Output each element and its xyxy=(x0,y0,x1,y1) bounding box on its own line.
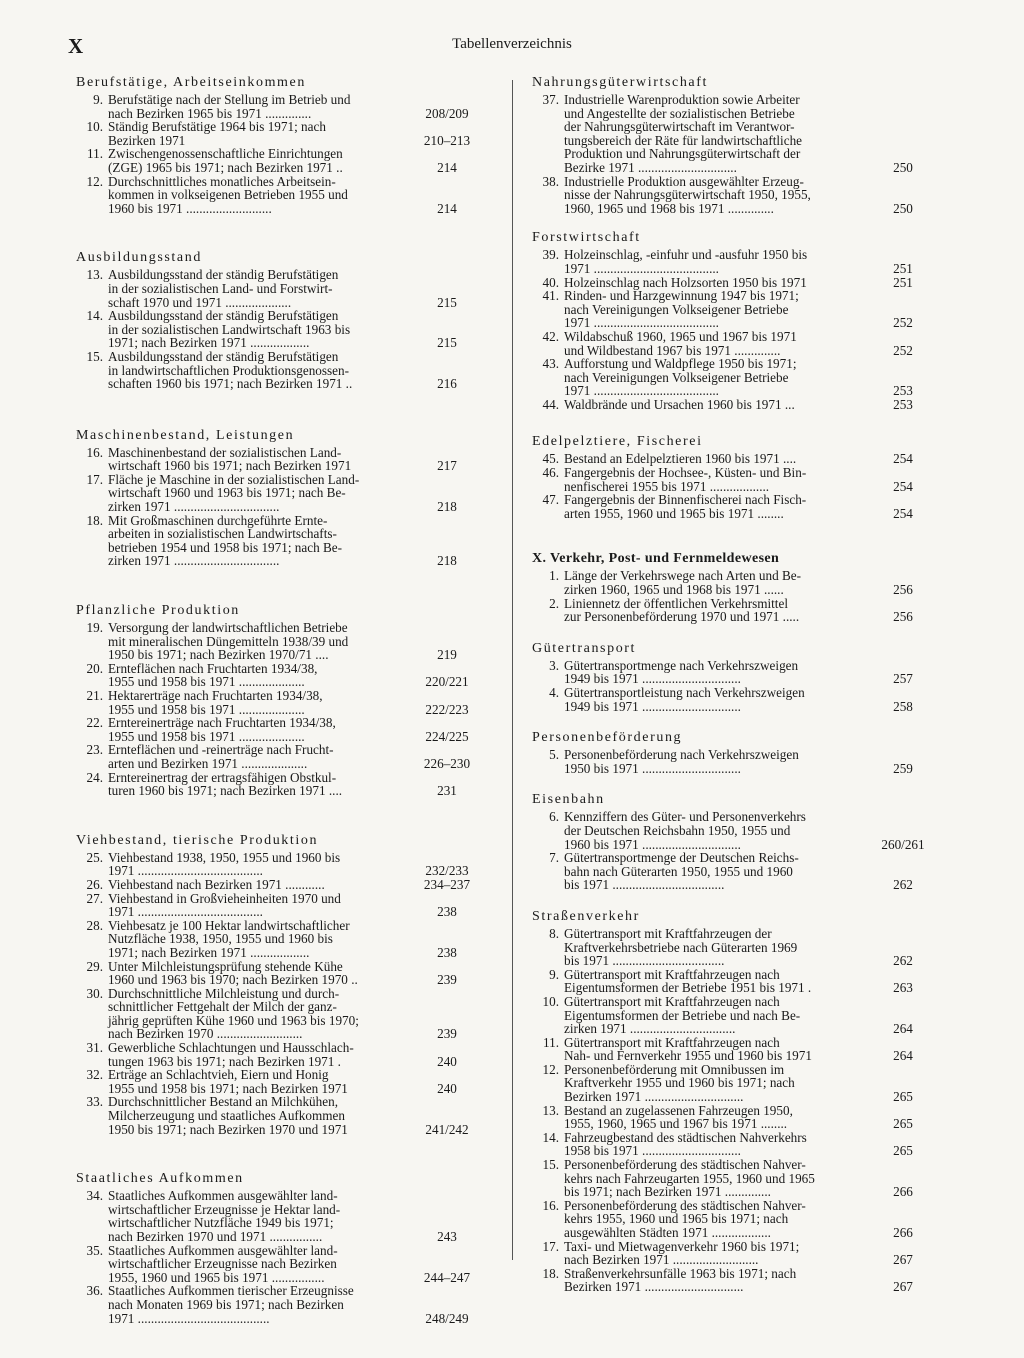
entry-number: 38. xyxy=(542,173,559,189)
section-title: Eisenbahn xyxy=(532,792,605,808)
toc-entry xyxy=(74,514,484,568)
entry-number: 2. xyxy=(549,595,559,611)
entry-page: 216 xyxy=(437,376,457,392)
toc-entry xyxy=(530,330,940,357)
entry-title: Ernteflächen nach Fruchtarten 1934/38, 1955 und 1958 bis 1971 .................... xyxy=(108,660,318,690)
entry-title: Waldbrände und Ursachen 1960 bis 1971 ... xyxy=(564,396,795,412)
toc-entry xyxy=(74,743,484,770)
toc-entry xyxy=(74,878,484,892)
entry-number: 42. xyxy=(542,328,559,344)
toc-entry xyxy=(530,493,940,520)
entry-page: 254 xyxy=(893,478,913,494)
entry-page: 265 xyxy=(893,1089,913,1105)
entry-title: Rinden- und Harzgewinnung 1947 bis 1971; nach Vereinigungen Volkseigener Betriebe 1971 ...................................... xyxy=(564,288,799,331)
entry-number: 9. xyxy=(549,966,559,982)
entry-number: 17. xyxy=(86,471,103,487)
section-title: Viehbestand, tierische Produktion xyxy=(76,832,319,848)
entry-page: 264 xyxy=(893,1048,913,1064)
toc-entry xyxy=(530,1131,940,1158)
section-title: Edelpelztiere, Fischerei xyxy=(532,434,703,450)
entry-title: Durchschnittlicher Bestand an Milchkühen, Milcherzeugung und staatliches Aufkommen 1950 bis 1971; nach Bezirken 1970 und 1971 xyxy=(108,1094,348,1137)
toc-section xyxy=(530,74,940,215)
entry-title: Fahrzeugbestand des städtischen Nahverkehrs 1958 bis 1971 .............................. xyxy=(564,1129,807,1159)
entry-page: 260/261 xyxy=(881,836,925,852)
entry-number: 43. xyxy=(542,356,559,372)
entry-title: Straßenverkehrsunfälle 1963 bis 1971; nach Bezirken 1971 .............................. xyxy=(564,1265,797,1295)
toc-section xyxy=(74,602,484,798)
toc-entry xyxy=(530,175,940,216)
entry-number: 41. xyxy=(542,288,559,304)
toc-entry xyxy=(74,175,484,216)
toc-entry xyxy=(74,147,484,174)
toc-entry xyxy=(530,810,940,851)
entry-title: Viehbesatz je 100 Hektar landwirtschaftlicher Nutzfläche 1938, 1950, 1955 und 1960 bis 1971; nach Bezirken 1971 .................. xyxy=(108,917,350,960)
toc-entry xyxy=(74,309,484,350)
entry-title: Erträge an Schlachtvieh, Eiern und Honig 1955 und 1958 bis 1971; nach Bezirken 1971 xyxy=(108,1067,348,1096)
toc-entry xyxy=(74,1244,484,1285)
entry-page: 239 xyxy=(437,972,457,988)
entry-title: Holzeinschlag nach Holzsorten 1950 bis 1971 xyxy=(564,274,807,290)
entry-page: 251 xyxy=(893,274,913,290)
entry-number: 21. xyxy=(86,688,103,703)
entry-title: Personenbeförderung des städtischen Nahver- kehrs 1955, 1960 und 1965 bis 1971; nach ausgewählten Städten 1971 .................. xyxy=(564,1197,806,1240)
entry-number: 45. xyxy=(542,451,559,467)
entry-number: 11. xyxy=(87,146,103,162)
entry-number: 18. xyxy=(86,512,103,528)
entry-number: 20. xyxy=(86,660,103,676)
toc-entry xyxy=(530,748,940,775)
entry-page: 215 xyxy=(437,294,457,310)
entry-page: 215 xyxy=(437,335,457,351)
entry-title: Staatliches Aufkommen ausgewählter land- wirtschaftlicher Erzeugnisse je Hektar land- wirtschaftlicher Nutzfläche 1949 bis 1971; nach Bezirken 1970 und 1971 ................ xyxy=(108,1188,341,1244)
toc-entry xyxy=(530,597,940,624)
toc-entry xyxy=(74,851,484,878)
entry-page: 240 xyxy=(437,1053,457,1069)
page-title: Tabellenverzeichnis xyxy=(452,36,572,52)
entry-page: 218 xyxy=(437,553,457,569)
entry-page: 224/225 xyxy=(425,728,469,744)
section-title: Nahrungsgüterwirtschaft xyxy=(532,75,708,90)
toc-entry xyxy=(74,1284,484,1325)
entry-page: 266 xyxy=(893,1225,913,1240)
entry-page: 222/223 xyxy=(425,701,469,717)
page-number: X xyxy=(68,34,85,58)
entry-number: 16. xyxy=(86,444,103,460)
entry-title: Erntereinerträge nach Fruchtarten 1934/38, 1955 und 1958 bis 1971 .................... xyxy=(108,715,336,744)
entry-number: 33. xyxy=(86,1094,103,1110)
entry-page: 253 xyxy=(893,396,913,412)
entry-title: Gütertransport mit Kraftfahrzeugen der Kraftverkehrsbetriebe nach Güterarten 1969 bis 1971 .................................. xyxy=(564,925,798,969)
entry-title: Staatliches Aufkommen tierischer Erzeugnisse nach Monaten 1969 bis 1971; nach Bezirken 1971 ........................................ xyxy=(108,1283,354,1326)
entry-page: 214 xyxy=(437,200,457,216)
toc-section xyxy=(530,550,940,623)
entry-page: 267 xyxy=(893,1252,913,1268)
entry-title: Fangergebnis der Binnenfischerei nach Fisch- arten 1955, 1960 und 1965 bis 1971 ........ xyxy=(564,492,807,521)
toc-section xyxy=(530,729,940,775)
toc-entry xyxy=(74,1041,484,1068)
entry-number: 12. xyxy=(542,1061,559,1077)
entry-page: 243 xyxy=(437,1229,457,1244)
entry-page: 239 xyxy=(437,1026,457,1042)
entry-title: Industrielle Warenproduktion sowie Arbeiter und Angestellte der sozialistischen Betriebe der Nahrungsgüterwirtschaft im Verantwor- tungsbereich der Räte für landwirtschaftliche Produktion und Nahrungsgüterwirtschaft der Bezirke 1971 .............................. xyxy=(564,92,803,175)
entry-number: 24. xyxy=(86,769,103,785)
toc-entry xyxy=(74,689,484,716)
toc-section xyxy=(530,640,940,713)
entry-number: 32. xyxy=(86,1067,103,1083)
entry-number: 40. xyxy=(542,274,559,290)
entry-title: Fangergebnis der Hochsee-, Küsten- und Bin- nenfischerei 1955 bis 1971 .................. xyxy=(564,465,807,494)
toc-section xyxy=(74,1170,484,1325)
entry-title: Personenbeförderung mit Omnibussen im Kraftverkehr 1955 und 1960 bis 1971; nach Bezirken 1971 .............................. xyxy=(564,1061,795,1105)
toc-entry xyxy=(530,851,940,892)
entry-title: Maschinenbestand der sozialistischen Land- wirtschaft 1960 bis 1971; nach Bezirken 1971 xyxy=(108,444,352,474)
entry-page: 218 xyxy=(437,499,457,515)
section-title: Staatliches Aufkommen xyxy=(76,1171,244,1187)
toc-entry xyxy=(74,771,484,798)
entry-number: 1. xyxy=(549,568,559,584)
entry-page: 262 xyxy=(893,877,913,893)
toc-entry xyxy=(74,446,484,473)
entry-page: 240 xyxy=(437,1080,457,1096)
entry-number: 14. xyxy=(86,308,103,324)
entry-title: Gütertransportleistung nach Verkehrszweigen 1949 bis 1971 .............................. xyxy=(564,685,805,714)
entry-number: 10. xyxy=(86,119,103,135)
entry-title: Viehbestand 1938, 1950, 1955 und 1960 bis 1971 ...................................... xyxy=(108,849,341,879)
entry-page: 256 xyxy=(893,582,913,598)
toc-entry xyxy=(74,1189,484,1243)
toc-entry xyxy=(74,987,484,1041)
toc-entry xyxy=(530,1240,940,1267)
toc-entry xyxy=(530,248,940,275)
entry-number: 29. xyxy=(86,958,103,974)
entry-number: 6. xyxy=(549,809,559,825)
entry-number: 13. xyxy=(86,267,103,283)
toc-entry xyxy=(530,968,940,995)
entry-page: 263 xyxy=(893,980,913,996)
toc-entry xyxy=(74,1068,484,1095)
entry-page: 259 xyxy=(893,760,913,776)
toc-entry xyxy=(530,289,940,330)
entry-title: Viehbestand nach Bezirken 1971 ............ xyxy=(108,876,325,892)
entry-number: 23. xyxy=(86,742,103,758)
entry-page: 256 xyxy=(893,609,913,625)
section-title: Pflanzliche Produktion xyxy=(76,603,240,619)
entry-title: Berufstätige nach der Stellung im Betrieb und nach Bezirken 1965 bis 1971 .............. xyxy=(108,92,351,121)
entry-number: 30. xyxy=(86,985,103,1001)
toc-entry xyxy=(530,1063,940,1104)
entry-page: 208/209 xyxy=(425,105,469,121)
toc-entry xyxy=(74,120,484,147)
entry-title: Gütertransport mit Kraftfahrzeugen nach Eigentumsformen der Betriebe 1951 bis 1971 . xyxy=(564,966,812,996)
entry-title: Durchschnittliche Milchleistung und durch- schnittlicher Fettgehalt der Milch der ganz- jährig geprüften Kühe 1960 und 1963 bis 1970; nach Bezirken 1970 .......................... xyxy=(108,985,359,1042)
entry-page: 252 xyxy=(893,315,913,331)
entry-page: 262 xyxy=(893,953,913,969)
toc-entry xyxy=(530,466,940,493)
entry-number: 15. xyxy=(86,348,103,364)
entry-title: Hektarerträge nach Fruchtarten 1934/38, 1955 und 1958 bis 1971 .................... xyxy=(108,688,323,717)
entry-title: Ausbildungsstand der ständig Berufstätigen in landwirtschaftlichen Produktionsgenossen- schaften 1960 bis 1971; nach Bezirken 1971 .. xyxy=(108,348,353,392)
toc-entry xyxy=(74,919,484,960)
toc-section xyxy=(74,427,484,568)
entry-number: 7. xyxy=(549,850,559,866)
entry-number: 4. xyxy=(549,685,559,700)
entry-page: 266 xyxy=(893,1184,913,1200)
entry-page: 217 xyxy=(437,458,457,474)
entry-page: 258 xyxy=(893,698,913,714)
entry-page: 254 xyxy=(893,505,913,521)
entry-number: 27. xyxy=(86,890,103,906)
entry-number: 9. xyxy=(93,92,103,107)
toc-entry xyxy=(530,1158,940,1199)
toc-entry xyxy=(530,1199,940,1240)
entry-number: 47. xyxy=(542,492,559,508)
entry-page: 250 xyxy=(893,200,913,216)
toc-entry xyxy=(530,276,940,290)
toc-entry xyxy=(530,1104,940,1131)
left-column xyxy=(74,74,484,1325)
entry-title: Viehbestand in Großvieheinheiten 1970 und 1971 ...................................... xyxy=(108,890,341,920)
entry-title: Durchschnittliches monatliches Arbeitsein- kommen in volkseigenen Betrieben 1955 und 1960 bis 1971 .......................... xyxy=(108,173,348,216)
entry-number: 39. xyxy=(542,247,559,263)
entry-title: Taxi- und Mietwagenverkehr 1960 bis 1971; nach Bezirken 1971 .......................... xyxy=(564,1238,800,1268)
entry-page: 232/233 xyxy=(425,863,469,879)
entry-number: 28. xyxy=(86,917,103,933)
toc-section xyxy=(74,74,484,215)
entry-number: 17. xyxy=(542,1238,559,1254)
entry-page: 231 xyxy=(437,783,457,799)
entry-page: 250 xyxy=(893,159,913,175)
entry-page: 241/242 xyxy=(425,1121,469,1137)
toc-entry xyxy=(530,569,940,596)
section-title: Forstwirtschaft xyxy=(532,230,641,246)
entry-title: Versorgung der landwirtschaftlichen Betriebe mit mineralischen Düngemitteln 1938/39 und 1950 bis 1971; nach Bezirken 1970/71 .... xyxy=(108,620,349,663)
entry-number: 26. xyxy=(86,876,103,892)
entry-number: 25. xyxy=(86,849,103,865)
toc-entry xyxy=(74,93,484,120)
entry-title: Gütertransport mit Kraftfahrzeugen nach Nah- und Fernverkehr 1955 und 1960 bis 1971 xyxy=(564,1034,812,1064)
entry-page: 267 xyxy=(893,1279,913,1295)
toc-entry xyxy=(530,93,940,175)
column-divider xyxy=(512,80,513,1260)
entry-title: Zwischengenossenschaftliche Einrichtungen (ZGE) 1965 bis 1971; nach Bezirken 1971 .. xyxy=(108,146,343,175)
section-title: X. Verkehr, Post- und Fernmeldewesen xyxy=(532,551,780,567)
entry-number: 46. xyxy=(542,465,559,481)
entry-page: 253 xyxy=(893,383,913,399)
entry-number: 35. xyxy=(86,1242,103,1258)
entry-title: Gewerbliche Schlachtungen und Hausschlach- tungen 1963 bis 1971; nach Bezirken 1971 . xyxy=(108,1040,354,1069)
entry-number: 18. xyxy=(542,1265,559,1281)
entry-number: 44. xyxy=(542,396,559,412)
toc-section xyxy=(74,832,484,1136)
entry-number: 22. xyxy=(86,715,103,731)
entry-number: 14. xyxy=(542,1129,559,1145)
entry-title: Kennziffern des Güter- und Personenverkehrs der Deutschen Reichsbahn 1950, 1955 und 1960 bis 1971 .............................. xyxy=(564,809,806,852)
entry-number: 10. xyxy=(542,993,559,1009)
entry-page: 265 xyxy=(893,1116,913,1132)
entry-title: Personenbeförderung des städtischen Nahver- kehrs nach Fahrzeugarten 1955, 1960 und 1965 bis 1971; nach Bezirken 1971 .............. xyxy=(564,1157,815,1200)
entry-page: 257 xyxy=(893,671,913,687)
entry-title: Wildabschuß 1960, 1965 und 1967 bis 1971 und Wildbestand 1967 bis 1971 .............. xyxy=(564,328,797,358)
right-column xyxy=(530,74,940,1294)
entry-title: Liniennetz der öffentlichen Verkehrsmittel zur Personenbeförderung 1970 und 1971 ..... xyxy=(564,595,800,625)
toc-section xyxy=(530,433,940,520)
toc-entry xyxy=(530,686,940,713)
entry-number: 37. xyxy=(542,92,559,107)
entry-title: Holzeinschlag, -einfuhr und -ausfuhr 1950 bis 1971 ...................................... xyxy=(564,247,808,276)
toc-entry xyxy=(530,357,940,398)
entry-number: 36. xyxy=(86,1283,103,1299)
toc-entry xyxy=(530,659,940,686)
entry-title: Mit Großmaschinen durchgeführte Ernte- arbeiten in sozialistischen Landwirtschafts- betrieben 1954 und 1958 bis 1971; nach Be- zirken 1971 ................................ xyxy=(108,512,343,569)
entry-title: Ständig Berufstätige 1964 bis 1971; nach Bezirken 1971 xyxy=(108,119,326,148)
entry-page: 214 xyxy=(437,159,457,175)
entry-title: Gütertransport mit Kraftfahrzeugen nach Eigentumsformen der Betriebe und nach Be- zirken 1971 ................................ xyxy=(564,993,801,1037)
entry-number: 13. xyxy=(542,1102,559,1118)
toc-entry xyxy=(530,927,940,968)
toc-section xyxy=(530,791,940,892)
entry-page: 248/249 xyxy=(425,1310,469,1326)
section-title: Gütertransport xyxy=(532,640,637,656)
entry-title: Ernteflächen und -reinerträge nach Frucht- arten und Bezirken 1971 .................... xyxy=(108,742,334,771)
entry-number: 3. xyxy=(549,657,559,673)
section-title: Ausbildungsstand xyxy=(76,250,202,266)
toc-entry xyxy=(74,268,484,309)
entry-title: Staatliches Aufkommen ausgewählter land- wirtschaftlicher Erzeugnisse nach Bezirken 1955, 1960 und 1965 bis 1971 ................ xyxy=(108,1242,338,1285)
toc-entry xyxy=(74,1095,484,1136)
entry-number: 15. xyxy=(542,1157,559,1173)
entry-page: 244–247 xyxy=(423,1269,471,1285)
entry-title: Industrielle Produktion ausgewählter Erzeug- nisse der Nahrungsgüterwirtschaft 1950, 1955, 1960, 1965 und 1968 bis 1971 .............. xyxy=(564,173,811,216)
toc-entry xyxy=(74,473,484,514)
entry-title: Länge der Verkehrswege nach Arten und Be- zirken 1960, 1965 und 1968 bis 1971 ...... xyxy=(564,568,802,598)
entry-title: Gütertransportmenge der Deutschen Reichs- bahn nach Güterarten 1950, 1955 und 1960 bis 1971 .................................. xyxy=(564,850,799,893)
entry-title: Ausbildungsstand der ständig Berufstätigen in der sozialistischen Landwirtschaft 1963 bis 1971; nach Bezirken 1971 .................. xyxy=(108,308,351,351)
toc-entry xyxy=(530,995,940,1036)
entry-number: 12. xyxy=(86,173,103,189)
section-title: Straßenverkehr xyxy=(532,908,640,924)
entry-page: 226–230 xyxy=(423,755,471,771)
entry-page: 254 xyxy=(893,451,913,467)
entry-page: 252 xyxy=(893,342,913,358)
toc-section xyxy=(74,249,484,390)
toc-section xyxy=(530,229,940,411)
entry-page: 210–213 xyxy=(423,132,471,148)
entry-page: 234–237 xyxy=(423,876,471,892)
entry-number: 5. xyxy=(549,747,559,763)
entry-title: Personenbeförderung nach Verkehrszweigen 1950 bis 1971 .............................. xyxy=(564,747,799,776)
entry-page: 219 xyxy=(437,647,457,663)
toc-entry xyxy=(530,398,940,412)
entry-page: 265 xyxy=(893,1143,913,1159)
entry-page: 264 xyxy=(893,1021,913,1037)
entry-page: 238 xyxy=(437,944,457,960)
entry-title: Fläche je Maschine in der sozialistischen Land- wirtschaft 1960 und 1963 bis 1971; nach Be- zirken 1971 ................................ xyxy=(108,471,360,515)
toc-entry xyxy=(74,960,484,987)
toc-entry xyxy=(530,1267,940,1294)
toc-entry xyxy=(74,350,484,391)
entry-page: 238 xyxy=(437,904,457,920)
entry-title: Ausbildungsstand der ständig Berufstätigen in der sozialistischen Land- und Forstwirt- schaft 1970 und 1971 .................... xyxy=(108,267,339,310)
toc-section xyxy=(530,908,940,1294)
entry-title: Aufforstung und Waldpflege 1950 bis 1971; nach Vereinigungen Volkseigener Betriebe 1971 ...................................... xyxy=(564,356,797,399)
entry-page: 251 xyxy=(893,260,913,276)
section-title: Personenbeförderung xyxy=(532,730,683,746)
entry-title: Unter Milchleistungsprüfung stehende Kühe 1960 und 1963 bis 1970; nach Bezirken 1970 .. xyxy=(108,958,358,988)
entry-number: 11. xyxy=(543,1034,559,1050)
section-title: Berufstätige, Arbeitseinkommen xyxy=(76,75,306,90)
entry-number: 16. xyxy=(542,1197,559,1213)
toc-entry xyxy=(530,452,940,466)
toc-entry xyxy=(74,662,484,689)
entry-number: 31. xyxy=(86,1040,103,1056)
entry-title: Gütertransportmenge nach Verkehrszweigen 1949 bis 1971 .............................. xyxy=(564,657,799,687)
toc-entry xyxy=(530,1036,940,1063)
entry-page: 220/221 xyxy=(425,674,469,690)
entry-title: Erntereinertrag der ertragsfähigen Obstkul- turen 1960 bis 1971; nach Bezirken 1971 .... xyxy=(108,769,343,799)
toc-entry xyxy=(74,892,484,919)
toc-entry xyxy=(74,621,484,662)
section-title: Maschinenbestand, Leistungen xyxy=(76,427,295,443)
entry-title: Bestand an Edelpelztieren 1960 bis 1971 .... xyxy=(564,451,797,467)
entry-number: 8. xyxy=(549,925,559,941)
entry-number: 34. xyxy=(86,1188,103,1204)
toc-entry xyxy=(74,716,484,743)
entry-number: 19. xyxy=(86,620,103,636)
entry-title: Bestand an zugelassenen Fahrzeugen 1950, 1955, 1960, 1965 und 1967 bis 1971 ........ xyxy=(564,1102,793,1132)
